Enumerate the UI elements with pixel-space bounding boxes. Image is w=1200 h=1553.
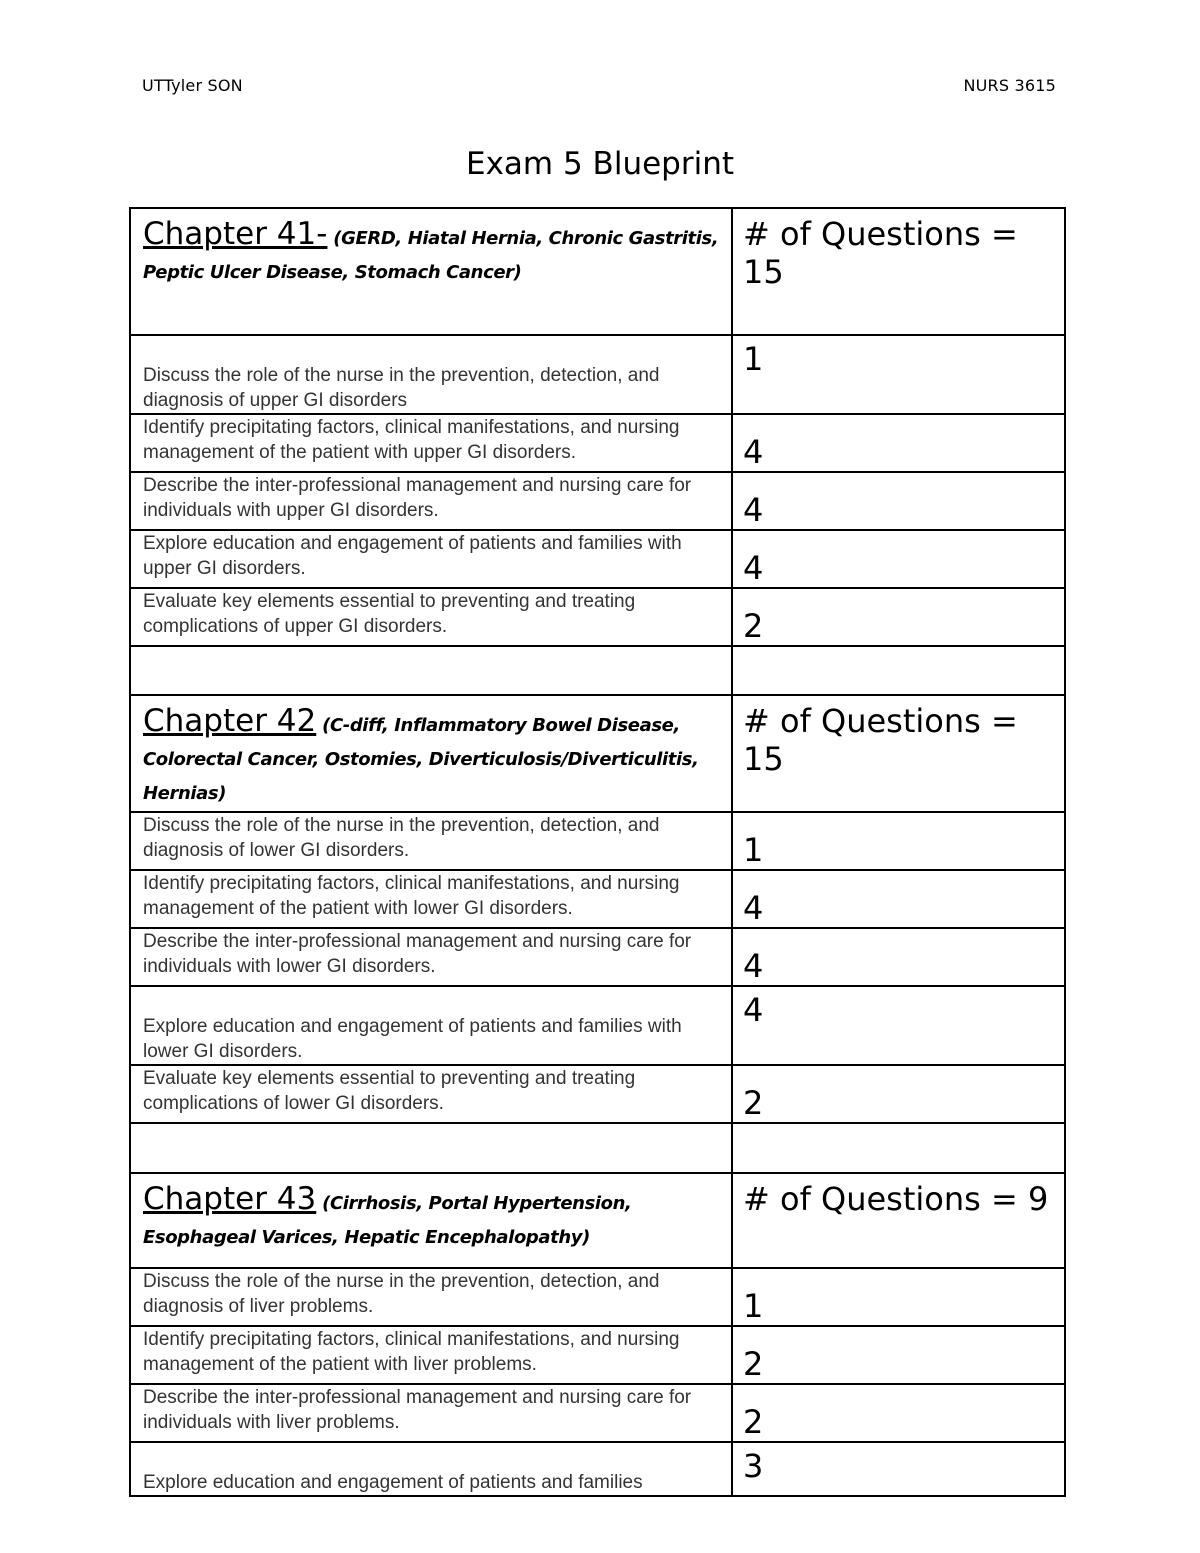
objective-text: Discuss the role of the nurse in the prevention, detection, and diagnosis of liver problems. xyxy=(143,1271,660,1317)
objective-count: 4 xyxy=(743,991,764,1029)
objective-count: 2 xyxy=(743,1084,764,1122)
header-left: UTTyler SON xyxy=(142,76,243,95)
table-row xyxy=(130,530,1065,588)
objective-count: 4 xyxy=(743,491,764,529)
objective-text: Identify precipitating factors, clinical manifestations, and nursing management of the patient with liver problems. xyxy=(143,1329,680,1375)
objective-count: 1 xyxy=(743,1287,764,1325)
objective-count: 3 xyxy=(743,1447,764,1485)
chapter-41-count-cell xyxy=(732,208,1065,335)
table-row xyxy=(130,1268,1065,1326)
table-row xyxy=(130,928,1065,986)
objective-count: 4 xyxy=(743,433,764,471)
table-row xyxy=(130,986,1065,1065)
chapter-42-topics: (C-diff, Inflammatory Bowel Disease, Colorectal Cancer, Ostomies, Diverticulosis/Diverticulitis, Hernias) xyxy=(143,715,699,804)
objective-count: 1 xyxy=(743,831,764,869)
objective-text: Describe the inter-professional management and nursing care for individuals with liver problems. xyxy=(143,1387,692,1433)
chapter-41-title-cell xyxy=(130,208,732,335)
blueprint-table xyxy=(129,207,1066,1497)
objective-count: 1 xyxy=(743,340,764,378)
table-row xyxy=(130,812,1065,870)
chapter-41-heading: Chapter 41- xyxy=(143,216,328,252)
chapter-43-heading: Chapter 43 xyxy=(143,1181,317,1217)
chapter-42-header-row xyxy=(130,695,1065,812)
chapter-43-topics: (Cirrhosis, Portal Hypertension, Esophageal Varices, Hepatic Encephalopathy) xyxy=(143,1193,632,1248)
chapter-43-count-cell xyxy=(732,1173,1065,1268)
objective-text: Discuss the role of the nurse in the prevention, detection, and diagnosis of upper GI disorders xyxy=(143,365,660,411)
chapter-41-question-count: # of Questions = 15 xyxy=(743,215,1018,291)
table-row xyxy=(130,1065,1065,1123)
table-row xyxy=(130,1326,1065,1384)
table-row xyxy=(130,335,1065,414)
spacer-row xyxy=(130,646,1065,695)
header-right: NURS 3615 xyxy=(963,76,1056,95)
spacer-row xyxy=(130,1123,1065,1173)
objective-text: Identify precipitating factors, clinical manifestations, and nursing management of the patient with upper GI disorders. xyxy=(143,417,680,463)
objective-text: Discuss the role of the nurse in the prevention, detection, and diagnosis of lower GI disorders. xyxy=(143,815,660,861)
chapter-42-title-cell xyxy=(130,695,732,812)
objective-text: Identify precipitating factors, clinical manifestations, and nursing management of the patient with lower GI disorders. xyxy=(143,873,680,919)
objective-count: 4 xyxy=(743,947,764,985)
table-row xyxy=(130,1442,1065,1496)
chapter-41-topics: (GERD, Hiatal Hernia, Chronic Gastritis, Peptic Ulcer Disease, Stomach Cancer) xyxy=(143,228,719,283)
table-row xyxy=(130,588,1065,646)
chapter-41-header-row xyxy=(130,208,1065,335)
objective-count: 2 xyxy=(743,1403,764,1441)
objective-text: Describe the inter-professional management and nursing care for individuals with upper GI disorders. xyxy=(143,475,692,521)
objective-text: Evaluate key elements essential to preventing and treating complications of lower GI disorders. xyxy=(143,1068,636,1114)
objective-count: 4 xyxy=(743,549,764,587)
objective-text: Explore education and engagement of patients and families with upper GI disorders. xyxy=(143,533,682,579)
chapter-43-title-cell xyxy=(130,1173,732,1268)
objective-text: Evaluate key elements essential to preventing and treating complications of upper GI disorders. xyxy=(143,591,636,637)
table-row xyxy=(130,414,1065,472)
objective-text: Explore education and engagement of patients and families with lower GI disorders. xyxy=(143,1016,682,1062)
objective-count: 2 xyxy=(743,1345,764,1383)
objective-text: Describe the inter-professional management and nursing care for individuals with lower GI disorders. xyxy=(143,931,692,977)
chapter-43-header-row xyxy=(130,1173,1065,1268)
objective-count: 2 xyxy=(743,607,764,645)
chapter-42-count-cell xyxy=(732,695,1065,812)
table-row xyxy=(130,870,1065,928)
page-title: Exam 5 Blueprint xyxy=(466,146,734,182)
objective-text: Explore education and engagement of patients and families xyxy=(143,1472,643,1493)
table-row xyxy=(130,472,1065,530)
chapter-42-question-count: # of Questions = 15 xyxy=(743,702,1018,778)
chapter-43-question-count: # of Questions = 9 xyxy=(743,1180,1049,1218)
objective-count: 4 xyxy=(743,889,764,927)
chapter-42-heading: Chapter 42 xyxy=(143,703,317,739)
table-row xyxy=(130,1384,1065,1442)
